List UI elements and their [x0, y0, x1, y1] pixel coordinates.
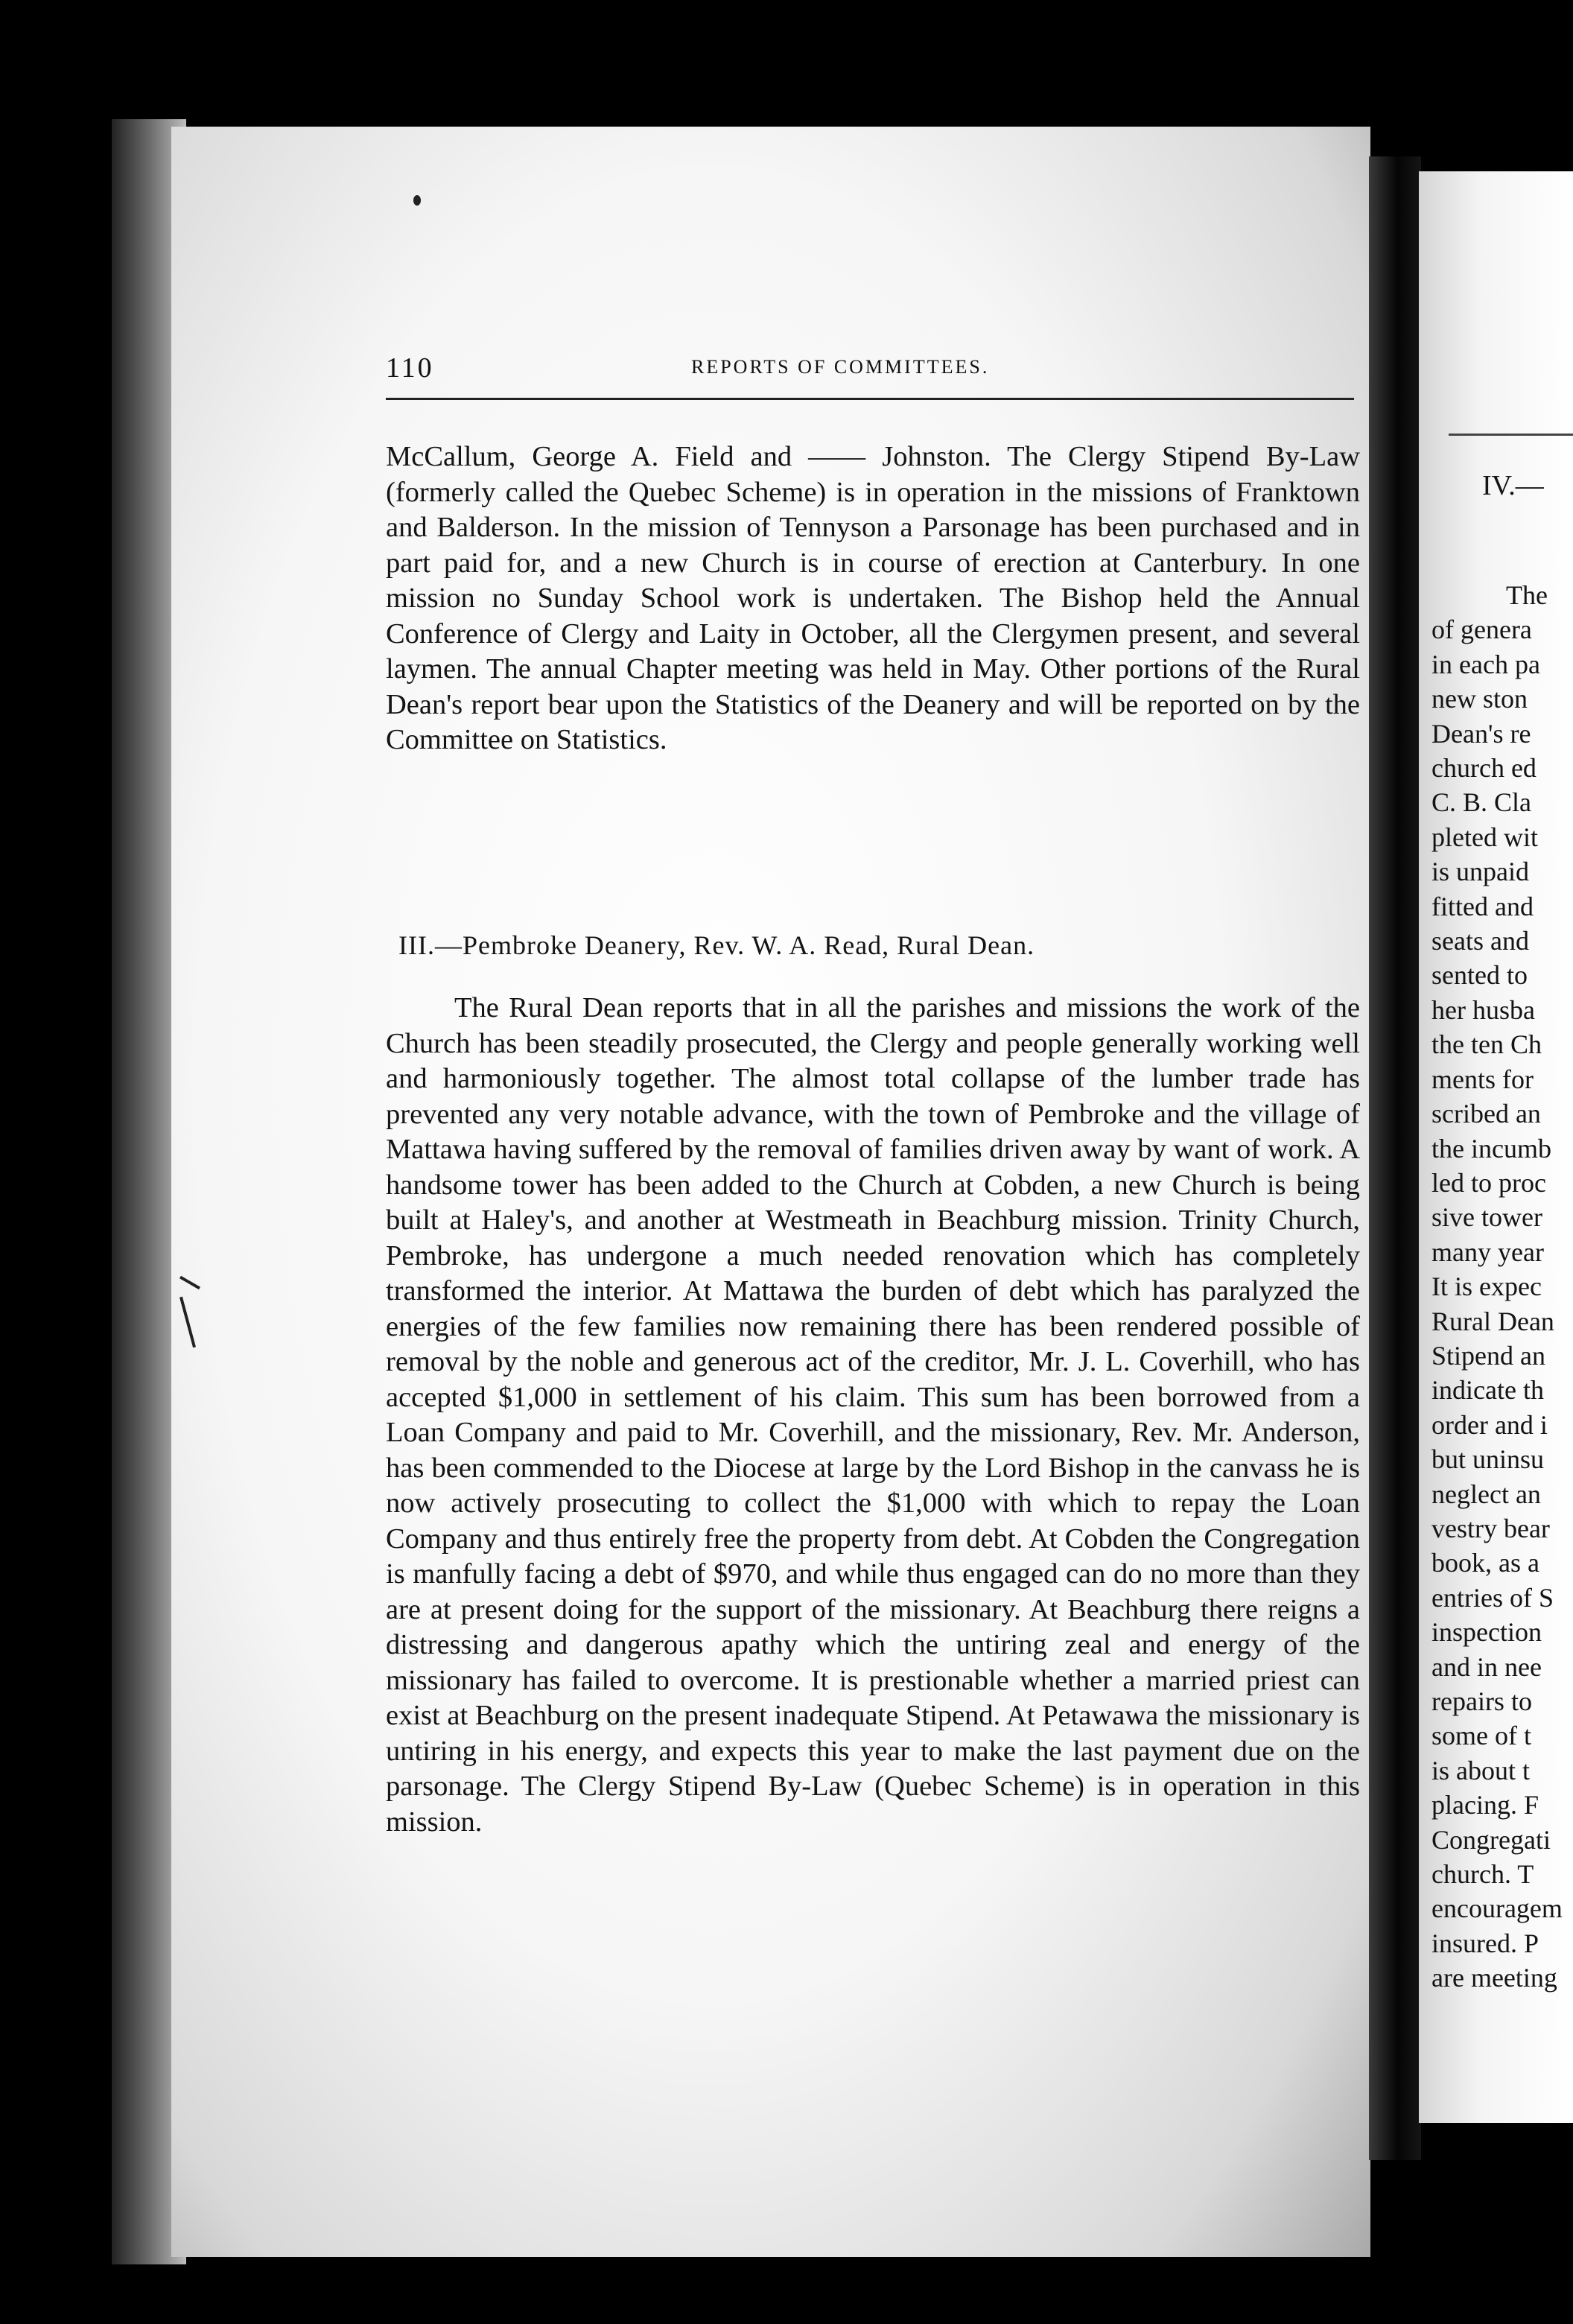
header-rule — [386, 398, 1354, 400]
facing-line: in each pa — [1431, 649, 1540, 679]
facing-line: many year — [1431, 1236, 1544, 1267]
facing-line: led to proc — [1431, 1167, 1546, 1198]
book-gutter — [1369, 156, 1421, 2160]
facing-line: church. T — [1431, 1859, 1534, 1890]
facing-line: inspection — [1431, 1617, 1542, 1648]
scan-speck — [413, 195, 421, 206]
facing-line: the incumb — [1431, 1133, 1551, 1163]
facing-line: ments for — [1431, 1064, 1534, 1094]
facing-line: insured. P — [1431, 1928, 1539, 1958]
facing-line: church ed — [1431, 753, 1537, 784]
facing-line: It is expec — [1431, 1271, 1542, 1302]
facing-line: encouragem — [1431, 1893, 1563, 1924]
facing-line: the ten Ch — [1431, 1029, 1542, 1060]
facing-line: Stipend an — [1431, 1340, 1545, 1371]
facing-line: of genera — [1431, 615, 1532, 645]
facing-line: pleted wit — [1431, 822, 1538, 852]
facing-line: is unpaid — [1431, 857, 1529, 887]
facing-line: some of t — [1431, 1721, 1531, 1751]
facing-line: her husba — [1431, 994, 1535, 1025]
paragraph-pembroke-report: The Rural Dean reports that in all the parishes and missions the work of the Church has been steadily prosecuted, the Clergy and people generally working well and harmoniously together. The almost total collapse of the lumber trade has prevented any very notable advance, with the town of Pembroke and the village of Mattawa having suffered by the removal of families driven away by want of work. A handsome tower has been added to the Church at Cobden, a new Church is being built at Haley's, and another at Westmeath in Beachburg mission. Trinity Church, Pembroke, has undergone a much needed renovation which has completely transformed the interior. At Mattawa the burden of debt which has paralyzed the energies of the few families now remaining there has been rendered possible of removal by the noble and generous act of the creditor, Mr. J. L. Coverhill, who has accepted $1,000 in settlement of his claim. This sum has been borrowed from a Loan Company and paid to Mr. Coverhill, and the missionary, Rev. Mr. Anderson, has been commended to the Diocese at large by the Lord Bishop in the canvass he is now actively prosecuting to collect the $1,000 with which to repay the Loan Company and thus entirely free the property from debt. At Cobden the Congregation is manfully facing a debt of $970, and while thus engaged can do no more than they are at present doing for the support of the missionary. At Beachburg there reigns a distressing and dangerous apathy which the untiring zeal and energy of the missionary has failed to overcome. It is prestionable whether a married priest can exist at Beachburg on the present inadequate Stipend. At Petawawa the missionary is untiring in his energy, and expects this year to make the last payment due on the parsonage. The Clergy Stipend By-Law (Quebec Scheme) is in operation in this mission. — [386, 992, 1360, 1838]
running-title: REPORTS OF COMMITTEES. — [691, 356, 990, 378]
facing-line: scribed an — [1431, 1099, 1541, 1129]
paragraph-continued: McCallum, George A. Field and —— Johnston. The Clergy Stipend By-Law (formerly called the Quebec Scheme) is in operation in the missions of Franktown and Balderson. In the mission of Tennyson a Parsonage has been purchased and in part paid for, and a new Church is in course of erection at Canterbury. In one mission no Sunday School work is undertaken. The Bishop held the Annual Conference of Clergy and Laity in October, all the Clergymen present, and several laymen. The annual Chapter meeting was held in May. Other portions of the Rural Dean's report bear upon the Statistics of the Deanery and will be reported on by the Committee on Statistics. — [386, 441, 1360, 755]
facing-line: indicate th — [1431, 1375, 1544, 1406]
facing-line: are meeting — [1431, 1963, 1557, 1993]
facing-line: sented to — [1431, 960, 1528, 991]
facing-line: order and i — [1431, 1409, 1548, 1440]
facing-line: new ston — [1431, 684, 1528, 714]
facing-line: neglect an — [1431, 1479, 1541, 1509]
page-header — [386, 352, 1354, 396]
facing-line: sive tower — [1431, 1202, 1542, 1233]
facing-line: entries of S — [1431, 1582, 1554, 1613]
facing-line: fitted and — [1431, 891, 1534, 921]
facing-line: is about t — [1431, 1755, 1530, 1785]
facing-page-heading: IV.— — [1482, 470, 1544, 501]
facing-page-text — [1431, 578, 1573, 1996]
section-heading-pembroke-deanery: III.—Pembroke Deanery, Rev. W. A. Read, Rural Dean. — [398, 930, 1035, 960]
facing-line: Dean's re — [1431, 718, 1531, 749]
facing-line: seats and — [1431, 926, 1529, 956]
facing-line: repairs to — [1431, 1686, 1532, 1716]
facing-line: but uninsu — [1431, 1444, 1545, 1475]
facing-line: and in nee — [1431, 1651, 1542, 1682]
facing-line: The — [1506, 580, 1548, 610]
facing-line: Rural Dean — [1431, 1306, 1554, 1336]
facing-line: placing. F — [1431, 1790, 1539, 1820]
facing-line: vestry bear — [1431, 1513, 1550, 1543]
page-number: 110 — [386, 352, 434, 384]
facing-line: book, as a — [1431, 1548, 1539, 1578]
facing-page-header-rule — [1449, 434, 1573, 436]
facing-line: Congregati — [1431, 1824, 1551, 1855]
facing-line: C. B. Cla — [1431, 787, 1532, 818]
